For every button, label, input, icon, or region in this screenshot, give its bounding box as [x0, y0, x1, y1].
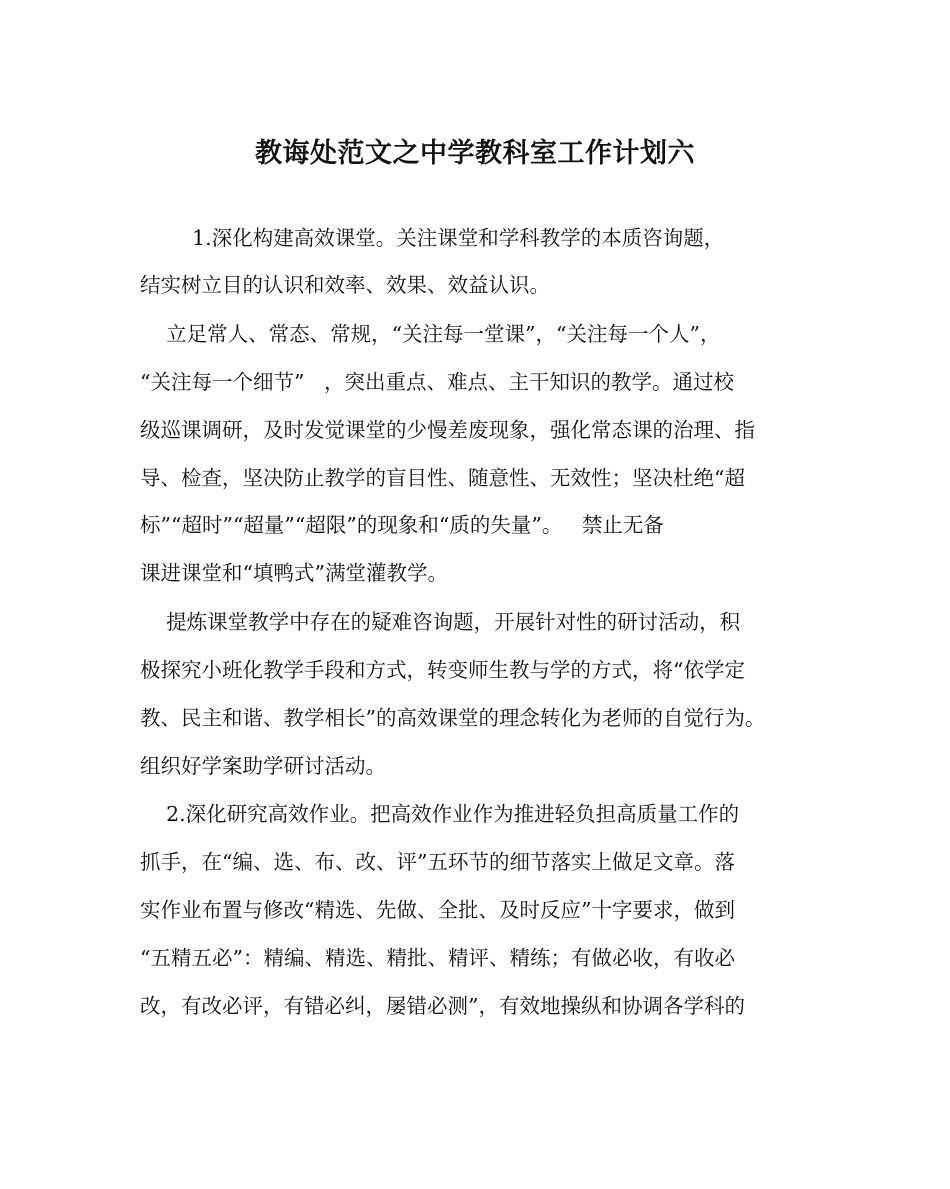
paragraph-line: 结实树立目的认识和效率、效果、效益认识。 [140, 273, 550, 297]
paragraph-line: 实作业布置与修改“精选、先做、全批、及时反应”十字要求，做到 [140, 898, 735, 922]
paragraph-line: “关注每一个细节” ，突出重点、难点、主干知识的教学。通过校 [140, 370, 735, 394]
paragraph-line: 教、民主和谐、教学相长”的高效课堂的理念转化为老师的自觉行为。 [140, 706, 766, 730]
paragraph-line: “五精五必”：精编、精选、精批、精评、精练；有做必收，有收必 [140, 946, 735, 970]
paragraph-line: 导、检查，坚决防止教学的盲目性、随意性、无效性；坚决杜绝“超 [140, 466, 745, 490]
paragraph-line: 提炼课堂教学中存在的疑难咨询题，开展针对性的研讨活动，积 [140, 610, 741, 634]
paragraph-line: 1.深化构建高效课堂。关注课堂和学科教学的本质咨询题， [140, 226, 725, 250]
paragraph-line: 抓手，在“编、选、布、改、评”五环节的细节落实上做足文章。落 [140, 850, 735, 874]
paragraph-line: 标”“超时”“超量”“超限”的现象和“质的失量”。 禁止无备 [140, 513, 664, 537]
paragraph-line: 级巡课调研，及时发觉课堂的少慢差废现象，强化常态课的治理、指 [140, 418, 755, 442]
paragraph-line: 极探究小班化教学手段和方式，转变师生教与学的方式，将“依学定 [140, 658, 745, 682]
paragraph-line: 课进课堂和“填鸭式”满堂灌教学。 [140, 561, 448, 585]
paragraph-line: 立足常人、常态、常规，“关注每一堂课”，“关注每一个人”， [140, 322, 721, 346]
paragraph-line: 组织好学案助学研讨活动。 [140, 754, 386, 778]
paragraph-line: 2.深化研究高效作业。把高效作业作为推进轻负担高质量工作的 [140, 802, 740, 826]
paragraph-line: 改，有改必评，有错必纠，屡错必测”，有效地操纵和协调各学科的 [140, 994, 745, 1018]
document-title: 教诲处范文之中学教科室工作计划六 [255, 138, 695, 169]
